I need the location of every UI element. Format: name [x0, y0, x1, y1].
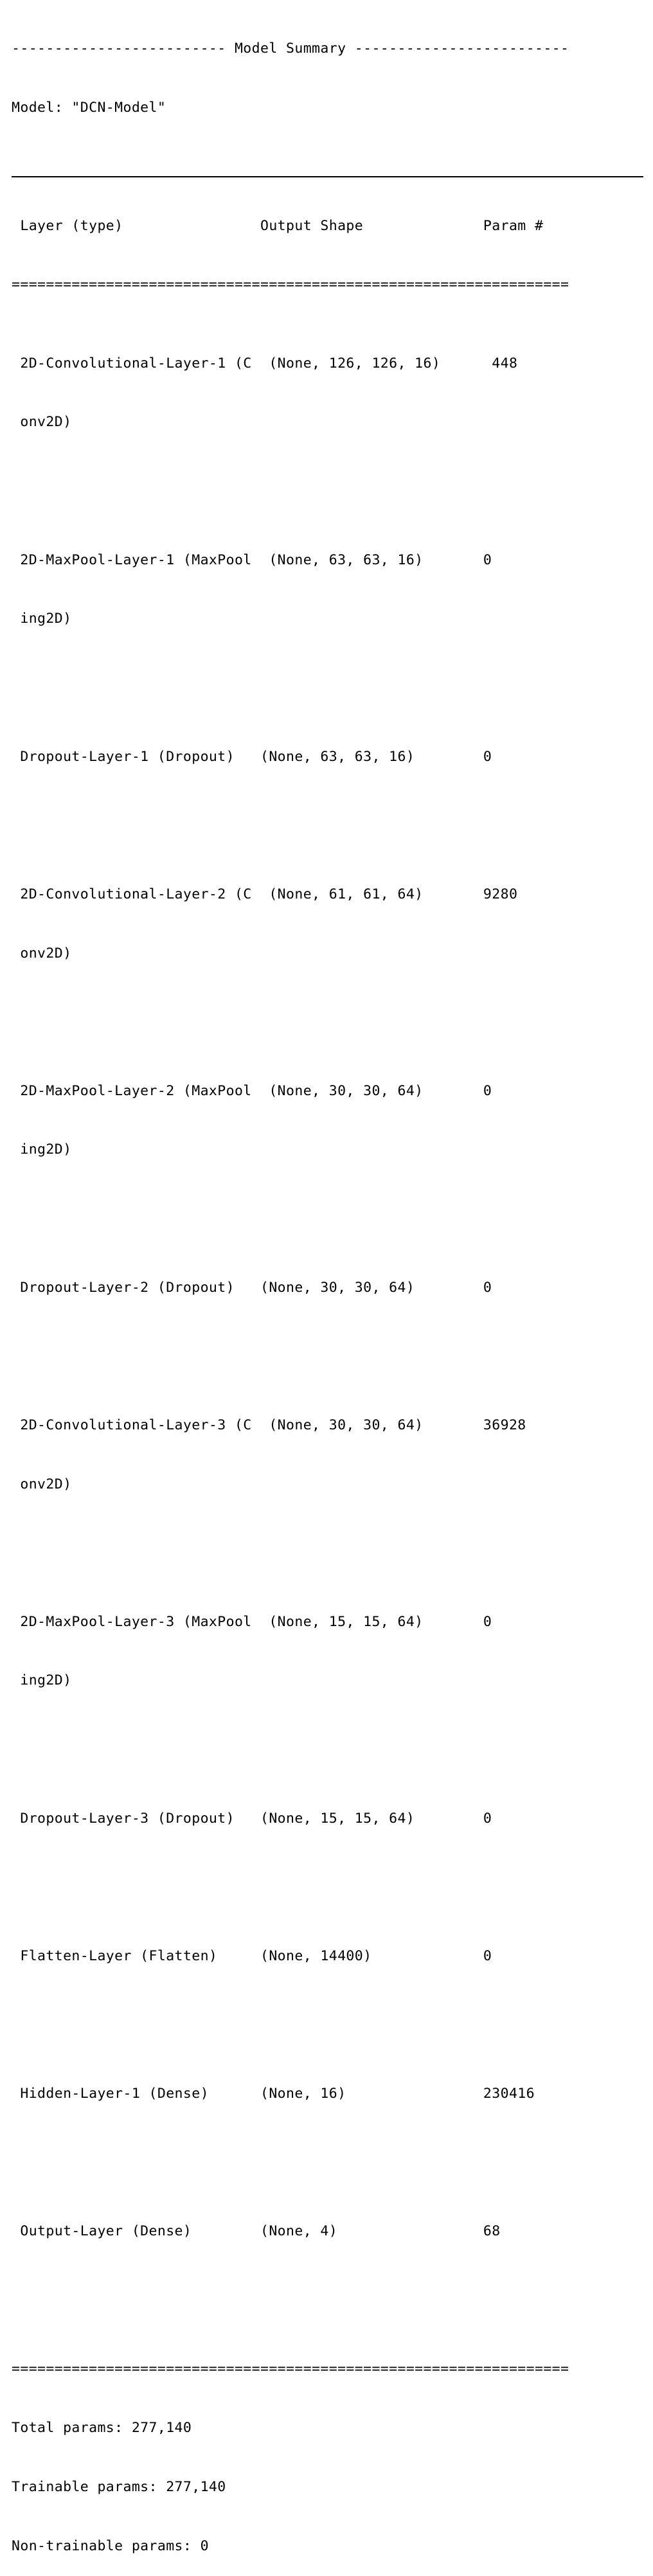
table-row: 2D-MaxPool-Layer-3 (MaxPool (None, 15, 15, 64) 0: [12, 1613, 492, 1630]
row-spacer: [12, 1868, 648, 1888]
summary-header-line: ------------------------- Model Summary -------------------------: [12, 40, 569, 57]
table-row-continuation: onv2D): [12, 414, 72, 431]
model-name-line: Model: "DCN-Model": [12, 99, 166, 116]
row-spacer: [12, 668, 648, 688]
table-row: Dropout-Layer-2 (Dropout) (None, 30, 30, 64) 0: [12, 1279, 492, 1296]
model-summary-output: [12, 0, 648, 2576]
row-spacer: [12, 1337, 648, 1357]
row-spacer: [12, 1199, 648, 1219]
table-row: Dropout-Layer-3 (Dropout) (None, 15, 15, 64) 0: [12, 1810, 492, 1827]
table-row-continuation: ing2D): [12, 1672, 72, 1689]
row-spacer: [12, 1003, 648, 1023]
footer-double-rule: =================================================================: [12, 2361, 569, 2377]
table-top-rule-row: [12, 157, 648, 177]
table-row-continuation: onv2D): [12, 1476, 72, 1492]
table-row: Output-Layer (Dense) (None, 4) 68: [12, 2223, 501, 2240]
table-row: Hidden-Layer-1 (Dense) (None, 16) 230416: [12, 2085, 535, 2102]
table-row: 2D-Convolutional-Layer-1 (C (None, 126, 126, 16) 448: [12, 355, 518, 371]
trainable-params: Trainable params: 277,140: [12, 2478, 226, 2495]
table-row: Dropout-Layer-1 (Dropout) (None, 63, 63, 16) 0: [12, 748, 492, 765]
table-row-continuation: ing2D): [12, 611, 72, 627]
table-row: Flatten-Layer (Flatten) (None, 14400) 0: [12, 1947, 492, 1964]
table-row-continuation: ing2D): [12, 1141, 72, 1158]
row-spacer: [12, 2281, 648, 2301]
table-row-continuation: onv2D): [12, 945, 72, 962]
total-params: Total params: 277,140: [12, 2420, 192, 2437]
table-row: 2D-Convolutional-Layer-2 (C (None, 61, 61, 64) 9280: [12, 886, 518, 902]
row-spacer: [12, 2143, 648, 2163]
table-row: 2D-MaxPool-Layer-2 (MaxPool (None, 30, 30, 64) 0: [12, 1082, 492, 1099]
table-row: 2D-MaxPool-Layer-1 (MaxPool (None, 63, 63, 16) 0: [12, 551, 492, 568]
row-spacer: [12, 2006, 648, 2026]
row-spacer: [12, 806, 648, 826]
row-spacer: [12, 1730, 648, 1750]
row-spacer: [12, 472, 648, 492]
row-spacer: [12, 1534, 648, 1553]
header-double-rule: =================================================================: [12, 276, 569, 293]
table-top-rule: [12, 176, 643, 177]
table-row: 2D-Convolutional-Layer-3 (C (None, 30, 30, 64) 36928: [12, 1417, 526, 1433]
non-trainable-params: Non-trainable params: 0: [12, 2537, 209, 2554]
column-header-row: Layer (type) Output Shape Param #: [12, 217, 544, 234]
